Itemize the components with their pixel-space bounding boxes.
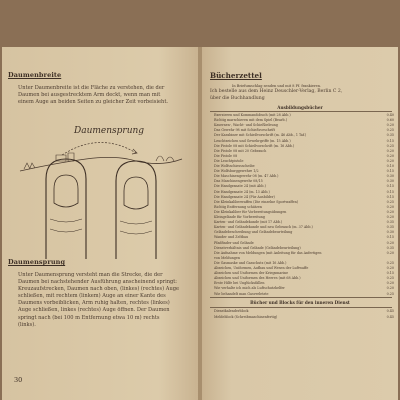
book-price: 0.20 [386,286,394,291]
book-title: Erste Hilfe bei Unglücksfällen [214,281,265,286]
text-line: Daumens vorbeiblicken, Arm ruhig halten, rechtes (linkes) [18,300,170,307]
book-title: Pfadfinder und Gelände [214,240,254,245]
book-price: 0.45 [386,309,394,313]
book-title: Exerzieren und Kommandobuch (mit 28 Abb.) [214,113,291,117]
divider [210,111,392,112]
book-price: 0.15 [386,184,394,189]
book-title: von Meldungen [214,255,240,260]
book-list-item [214,292,394,297]
text-line: schließen, mit rechtem (linkem) Auge an einer Kante des [18,293,166,300]
book-title: Die Leuchtpistole [214,158,244,163]
book-title: Die Maschinengewehr 08 (m. 47 Abb.) [214,174,279,179]
book-price: 0.60 [386,118,394,123]
book-title: Die Handgranate 24 (m. 13 Abb.) [214,189,270,194]
book-title: Richtig marschieren mit dem Spiel (Bearb.) [214,118,287,123]
illustration-label: Daumensprung [74,126,145,136]
book-price: 0.35 [386,225,394,230]
book-title: Richtig Entfernung schätzen [214,204,262,209]
book-price: 0.45 [386,314,394,319]
book-title: Leuchtzeichen und Gewehrgriffe (m. 15 Abb.) [214,138,291,143]
book-price: 0.20 [386,204,394,209]
book-title: Die Handgranate 24 (Für Ausbilder) [214,194,275,199]
book-price: 0.15 [386,189,394,194]
book-price: 0.20 [386,215,394,219]
text-line: Unter Daumenbreite ist die Fläche zu verstehen, die der [18,85,165,91]
book-price: 0.20 [386,153,394,158]
book-price: 0.25 [386,199,394,204]
book-title: Die Kleinkaliber für Vorbereitungsübungen [214,209,287,214]
divider [210,307,392,308]
paragraph-daumenbreite [18,85,180,106]
book-price: 0.10 [386,164,394,168]
book-title: Die Kleinkaliberwaffen (Die einzelne Sportwaffen) [214,199,299,204]
book-price: 0.20 [386,240,394,245]
book-price: 0.25 [386,143,394,148]
thumb-illustration [16,119,186,261]
book-title: Das Gewehr 98 mit Schießvorschrift [214,128,275,133]
book-price: 0.25 [386,276,394,281]
book-price: 0.35 [386,220,394,225]
book-price: 0.25 [386,128,394,133]
text-line: Auge schließen, linkes (rechtes) Auge öffnen. Der Daumen [18,307,170,314]
book-price: 0.30 [386,230,394,235]
book-price: 0.15 [386,138,394,143]
book-title: Das Maschinengewehr 08/15 [214,179,263,184]
book-title: Wie verhalte ich mich als Luftschutzhelfer [214,286,285,291]
book-title: Kleingelände für Vorbereitung [214,215,265,219]
book-price: 0.25 [386,260,394,265]
book-title: Die Wolfsschiessscheibe [214,164,255,168]
book-title: Wander und Zeltbau [214,235,249,240]
book-title: Abzeichen und Uniformen der Kriegsmarine [214,271,289,276]
left-page [2,47,198,400]
book-title: Die Aufnahme von Meldungen (mit Anleitung für das Anfertigen [214,250,322,255]
book-price: 0.20 [386,209,394,214]
section-heading-ausbildung: Ausbildungsbücher [277,105,323,110]
book-price: 0.20 [386,158,394,163]
text-line: Unter Daumensprung versteht man die Strecke, die der [18,272,163,278]
heading-daumensprung: Daumensprung [8,258,66,266]
book-price: 0.15 [386,194,394,199]
book-price: 0.30 [386,179,394,184]
book-title: Dienstkalenderblock [214,309,249,313]
divider [210,297,392,298]
section-heading-dienst: Bücher und Blocks für den inneren Dienst [250,300,350,305]
book-price: 0.20 [386,148,394,153]
book-price: 0.35 [386,133,394,138]
text-line: Daumen bei nachstehender Ausführung anscheinend springt: [18,279,178,286]
page-number: 30 [14,376,23,384]
text-line: springt nach (bei 100 m Entfernung etwa 10 m) rechts [18,314,160,321]
book-spread [2,47,398,400]
book-price: 0.15 [386,235,394,240]
book-title: Der Karabiner mit Schießvorschrift (m. 46 Abb., 1 Taf.) [214,133,307,138]
book-title: Abzeichen, Uniformen, Aufbau und Wesen der Luftwaffe [214,266,309,270]
book-price: 0.25 [386,291,394,296]
book-title: Karten- und Geländekunde (mit 17 Abb.) [214,220,283,225]
book-title: Die Pistole 08 [214,153,238,158]
book-price: 0.40 [386,113,394,117]
order-line: Ich bestelle aus dem Heinz Deuschler-Verlag, Berlin C 2, [210,89,343,94]
book-price: 0.15 [386,271,394,276]
book-price: 0.15 [386,169,394,174]
book-title: Kasernen-, Wacht- und Schießbeleung [214,123,278,128]
book-title: Die Pistole 08 mit 20 Gebrauch [214,148,267,153]
paragraph-daumensprung [18,272,180,329]
book-title: Wie behandelt man Gasverletzte [214,291,269,296]
book-title: Die Handgranate 24 (mit Abb.) [214,184,266,189]
book-price: 0.30 [386,174,394,179]
book-price: 0.20 [386,281,394,286]
book-title: Die Wolfsburggewehre 1/2 [214,169,259,174]
text-line: Kreuzaufstrecken, Daumen nach oben, (linkes) (rechtes) Auge [18,286,180,293]
order-line-2: über die Buchhandlung [210,96,265,101]
book-title: Abzeichen und Uniformen des Heeres (mit 68 Abb.) [214,276,301,281]
book-price: 0.20 [386,123,394,128]
heading-daumenbreite: Daumenbreite [8,71,62,79]
right-page [202,47,398,400]
book-list-item [214,315,394,320]
order-form-subtitle: In Briefumschlag senden und mit 8 Pf. frankieren. [232,84,322,88]
book-title: Dienstverhältnis und Gelände (Geländebeurteilung) [214,245,301,250]
book-list-item [214,309,394,314]
book-title: Karten- und Geländekunde und neu Gebrauch (m. 37 Abb.) [214,225,313,230]
book-title: Meldeblock (Schreibmaschinenfertig) [214,314,278,319]
book-title: Die Gasmaske und Gasschutz (mit 16 Abb.) [214,260,287,265]
order-form-title: Bücherzettel [210,71,262,80]
text-line: einem Auge an beiden Seiten zu gleicher Zeit vorbeisieht. [18,99,169,106]
text-line: (links). [18,321,36,328]
text-line: Daumen bei ausgestrecktem Arm deckt, wenn man mit [18,92,161,99]
book-title: Geländebeschreibung und Geländebeurteilung [214,230,293,235]
book-price: 0.20 [386,250,394,255]
book-price: 0.20 [386,266,394,270]
book-price: 0.35 [386,245,394,250]
book-title: Die Pistole 08 mit Schießvorschrift (m. 16 Abb.) [214,143,295,148]
